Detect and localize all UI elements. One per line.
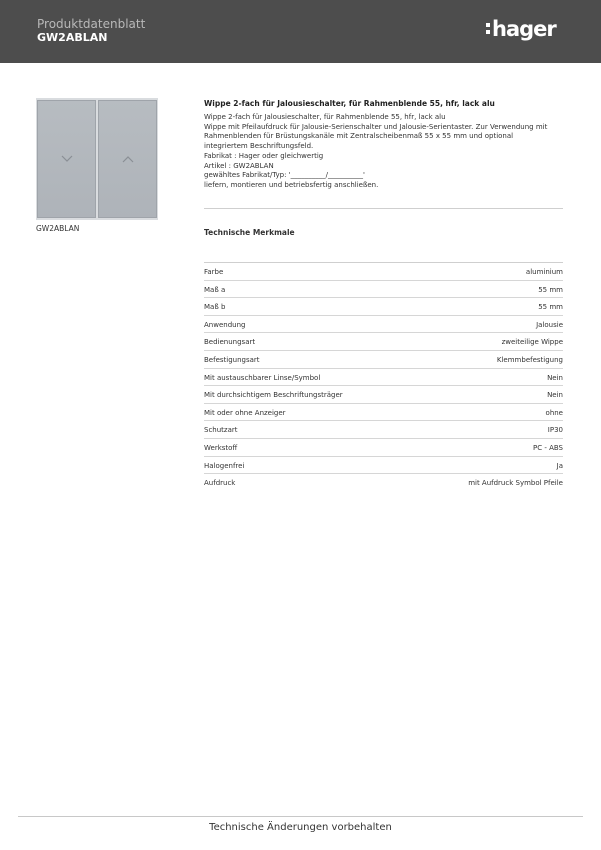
spec-key: Mit austauschbarer Linse/Symbol [204,373,321,382]
spec-row [204,369,563,387]
spec-value: aluminium [525,268,563,276]
image-caption: GW2ABLAN [36,224,80,233]
section-title: Technische Merkmale [204,228,295,237]
footer-divider [18,816,583,817]
rocker-left [37,100,96,218]
spec-row [204,281,563,299]
spec-row [204,439,563,457]
spec-value: Jalousie [536,320,563,329]
spec-row [204,386,563,404]
divider [204,208,563,209]
spec-key: Anwendung [204,320,246,329]
brand-logo [492,17,556,41]
spec-row [204,421,563,439]
header-bar [0,0,601,63]
spec-value: Ja [556,461,563,470]
spec-row [204,263,563,281]
spec-value: ohne [545,408,563,417]
spec-key: Halogenfrei [204,461,245,470]
brand-name: hager [492,17,556,41]
description-line: Rahmenblenden für Brüstungskanäle mit Zentralscheibenmaß 55 x 55 mm und optional [204,132,514,141]
spec-key: Mit oder ohne Anzeiger [204,408,286,417]
description-line: gewähltes Fabrikat/Typ: '__________/__________' [204,171,365,180]
chevron-up-icon [122,153,134,165]
spec-value: PC - ABS [533,444,563,452]
spec-row [204,474,563,492]
spec-row [204,298,563,316]
spec-key: Werkstoff [204,444,238,452]
description-line: Artikel : GW2ABLAN [204,161,274,170]
spec-value: 55 mm [538,285,563,294]
spec-value: Nein [547,391,563,400]
description-line: Wippe 2-fach für Jalousieschalter, für Rahmenblende 55, hfr, lack alu [204,113,446,121]
description-line: Fabrikat : Hager oder gleichwertig [204,151,324,160]
spec-value: Nein [547,373,563,382]
product-image [36,98,158,220]
chevron-down-icon [61,153,73,165]
spec-value: IP30 [547,426,563,435]
footer-note: Technische Änderungen vorbehalten [209,822,392,833]
spec-row [204,404,563,422]
description-line: liefern, montieren und betriebsfertig anschließen. [204,180,379,189]
spec-value: Klemmbefestigung [496,356,563,364]
spec-row [204,351,563,369]
description-line: Wippe mit Pfeilaufdruck für Jalousie-Serienschalter und Jalousie-Serientaster. Zur Verwendung mit [204,122,548,131]
spec-row [204,457,563,475]
spec-key: Farbe [204,268,224,276]
logo-dots-icon [486,23,490,37]
rocker-right [98,100,157,218]
spec-key: Mit durchsichtigem Beschriftungsträger [204,391,343,400]
document-id: GW2ABLAN [37,31,108,44]
spec-value: zweiteilige Wippe [501,338,563,347]
spec-key: Maß b [204,303,226,312]
spec-key: Schutzart [204,426,238,435]
document-type: Produktdatenblatt [37,17,146,31]
spec-value: 55 mm [538,303,563,312]
spec-key: Maß a [204,285,226,294]
spec-row [204,316,563,334]
description-line: integriertem Beschriftungsfeld. [204,142,314,151]
spec-key: Bedienungsart [204,338,256,347]
spec-key: Aufdruck [204,479,236,488]
product-title: Wippe 2-fach für Jalousieschalter, für Rahmenblende 55, hfr, lack alu [204,99,495,108]
spec-row [204,333,563,351]
spec-value: mit Aufdruck Symbol Pfeile [468,479,563,488]
spec-key: Befestigungsart [204,356,260,364]
product-description [204,113,566,191]
